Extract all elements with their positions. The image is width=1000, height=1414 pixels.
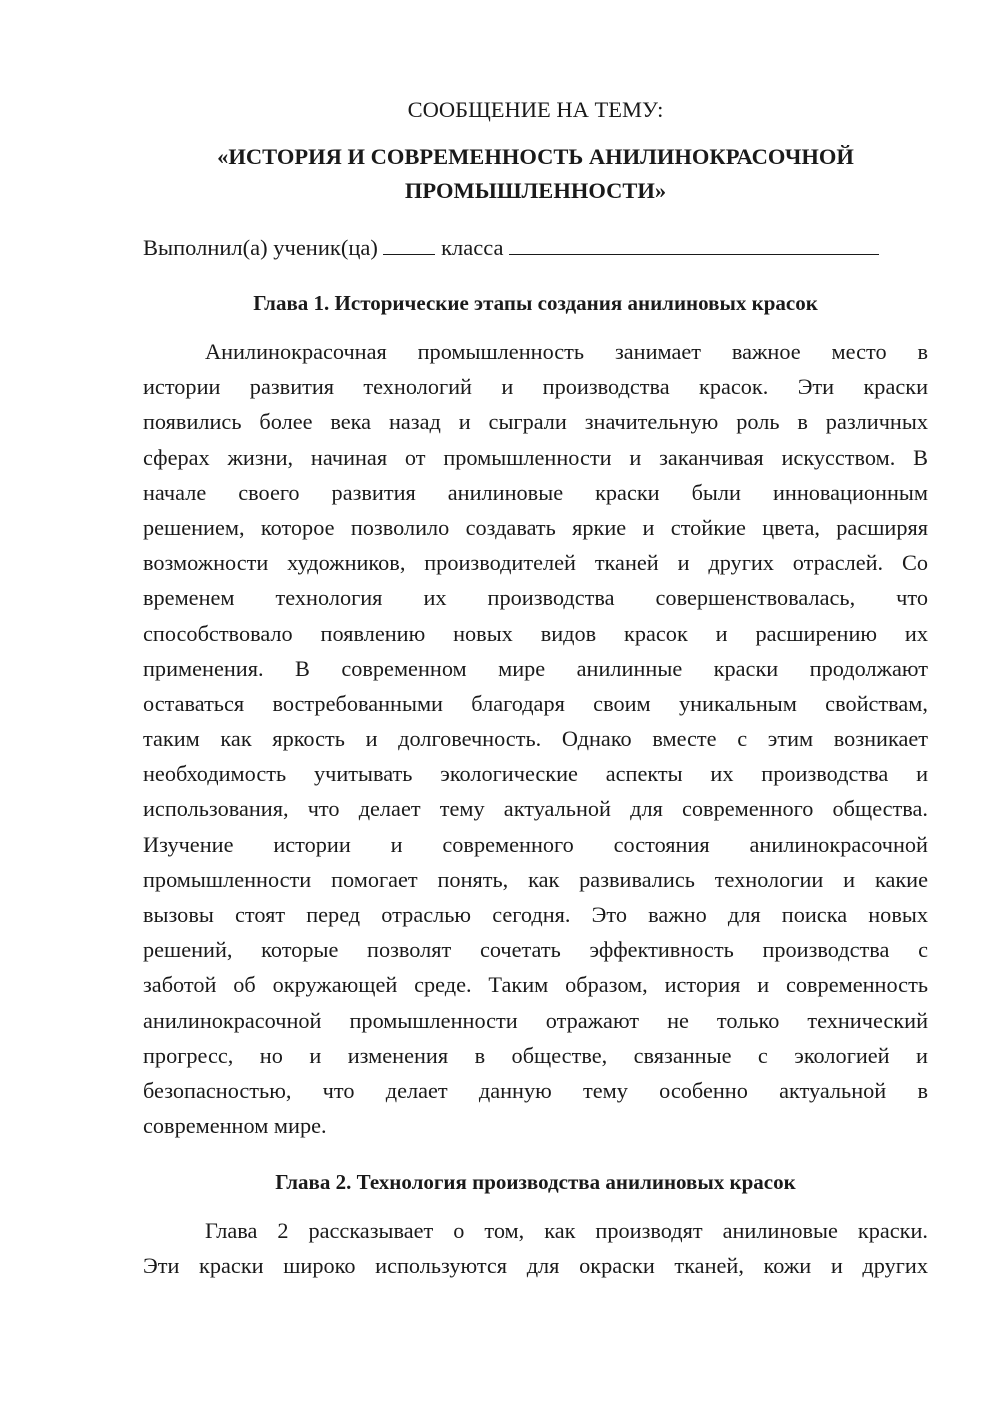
paragraph-line: Эти краски широко используются для окраски тканей, кожи и других xyxy=(143,1253,928,1279)
paragraph-line: заботой об окружающей среде. Таким образом, история и современность xyxy=(143,972,928,998)
student-label: Выполнил(а) ученик(ца) xyxy=(143,235,378,260)
chapter-2-title: Глава 2. Технология производства анилиновых красок xyxy=(275,1170,796,1194)
paragraph-line: необходимость учитывать экологические аспекты их производства и xyxy=(143,761,928,787)
paragraph-line: таким как яркость и долговечность. Однако вместе с этим возникает xyxy=(143,726,928,752)
paragraph-line: Анилинокрасочная промышленность занимает важное место в xyxy=(205,339,928,364)
paragraph-line: Изучение истории и современного состояния анилинокрасочной xyxy=(143,831,928,857)
paragraph-line: временем технология их производства совершенствовалась, что xyxy=(143,585,928,611)
paragraph-line: безопасностью, что делает данную тему особенно актуальной в xyxy=(143,1077,928,1103)
paragraph-line: Глава 2 рассказывает о том, как производят анилиновые краски. xyxy=(205,1218,928,1243)
paragraph-line: промышленности помогает понять, как развивались технологии и какие xyxy=(143,866,928,892)
paragraph-line: появились более века назад и сыграли значительную роль в различных xyxy=(143,409,928,435)
name-blank xyxy=(509,232,879,255)
paragraph-line: начале своего развития анилиновые краски были инновационным xyxy=(143,479,928,505)
paragraph-line: решением, которое позволило создавать яркие и стойкие цвета, расширяя xyxy=(143,514,928,540)
paragraph-line: прогресс, но и изменения в обществе, связанные с экологией и xyxy=(143,1042,928,1068)
paragraph-line: вызовы стоят перед отраслью сегодня. Это важно для поиска новых xyxy=(143,902,928,927)
paragraph-line: использования, что делает тему актуальной для современного общества. xyxy=(143,796,928,822)
paragraph-line: анилинокрасочной промышленности отражают не только технический xyxy=(143,1007,928,1033)
paragraph-line: способствовало появлению новых видов красок и расширению их xyxy=(143,620,928,646)
document-title-line-1: «ИСТОРИЯ И СОВРЕМЕННОСТЬ АНИЛИНОКРАСОЧНОЙ xyxy=(217,144,854,169)
student-info-line xyxy=(143,232,928,262)
chapter-1-paragraph xyxy=(143,334,928,1143)
paragraph-line: сферах жизни, начиная от промышленности и заканчивая искусством. В xyxy=(143,444,928,470)
paragraph-line: оставаться востребованными благодаря своим уникальным свойствам, xyxy=(143,690,928,716)
paragraph-line: современном мире. xyxy=(143,1113,327,1139)
paragraph-line: возможности художников, производителей тканей и других отраслей. Со xyxy=(143,550,928,576)
chapter-2-paragraph xyxy=(143,1213,928,1283)
document-title-line-2: ПРОМЫШЛЕННОСТИ» xyxy=(404,178,667,203)
document-subtitle: СООБЩЕНИЕ НА ТЕМУ: xyxy=(407,97,664,122)
grade-blank xyxy=(383,232,435,255)
class-label: класса xyxy=(441,235,504,260)
paragraph-line: применения. В современном мире анилинные краски продолжают xyxy=(143,655,928,681)
paragraph-line: истории развития технологий и производства красок. Эти краски xyxy=(143,374,928,400)
paragraph-line: решений, которые позволят сочетать эффективность производства с xyxy=(143,937,928,963)
chapter-1-title: Глава 1. Исторические этапы создания анилиновых красок xyxy=(253,291,818,315)
